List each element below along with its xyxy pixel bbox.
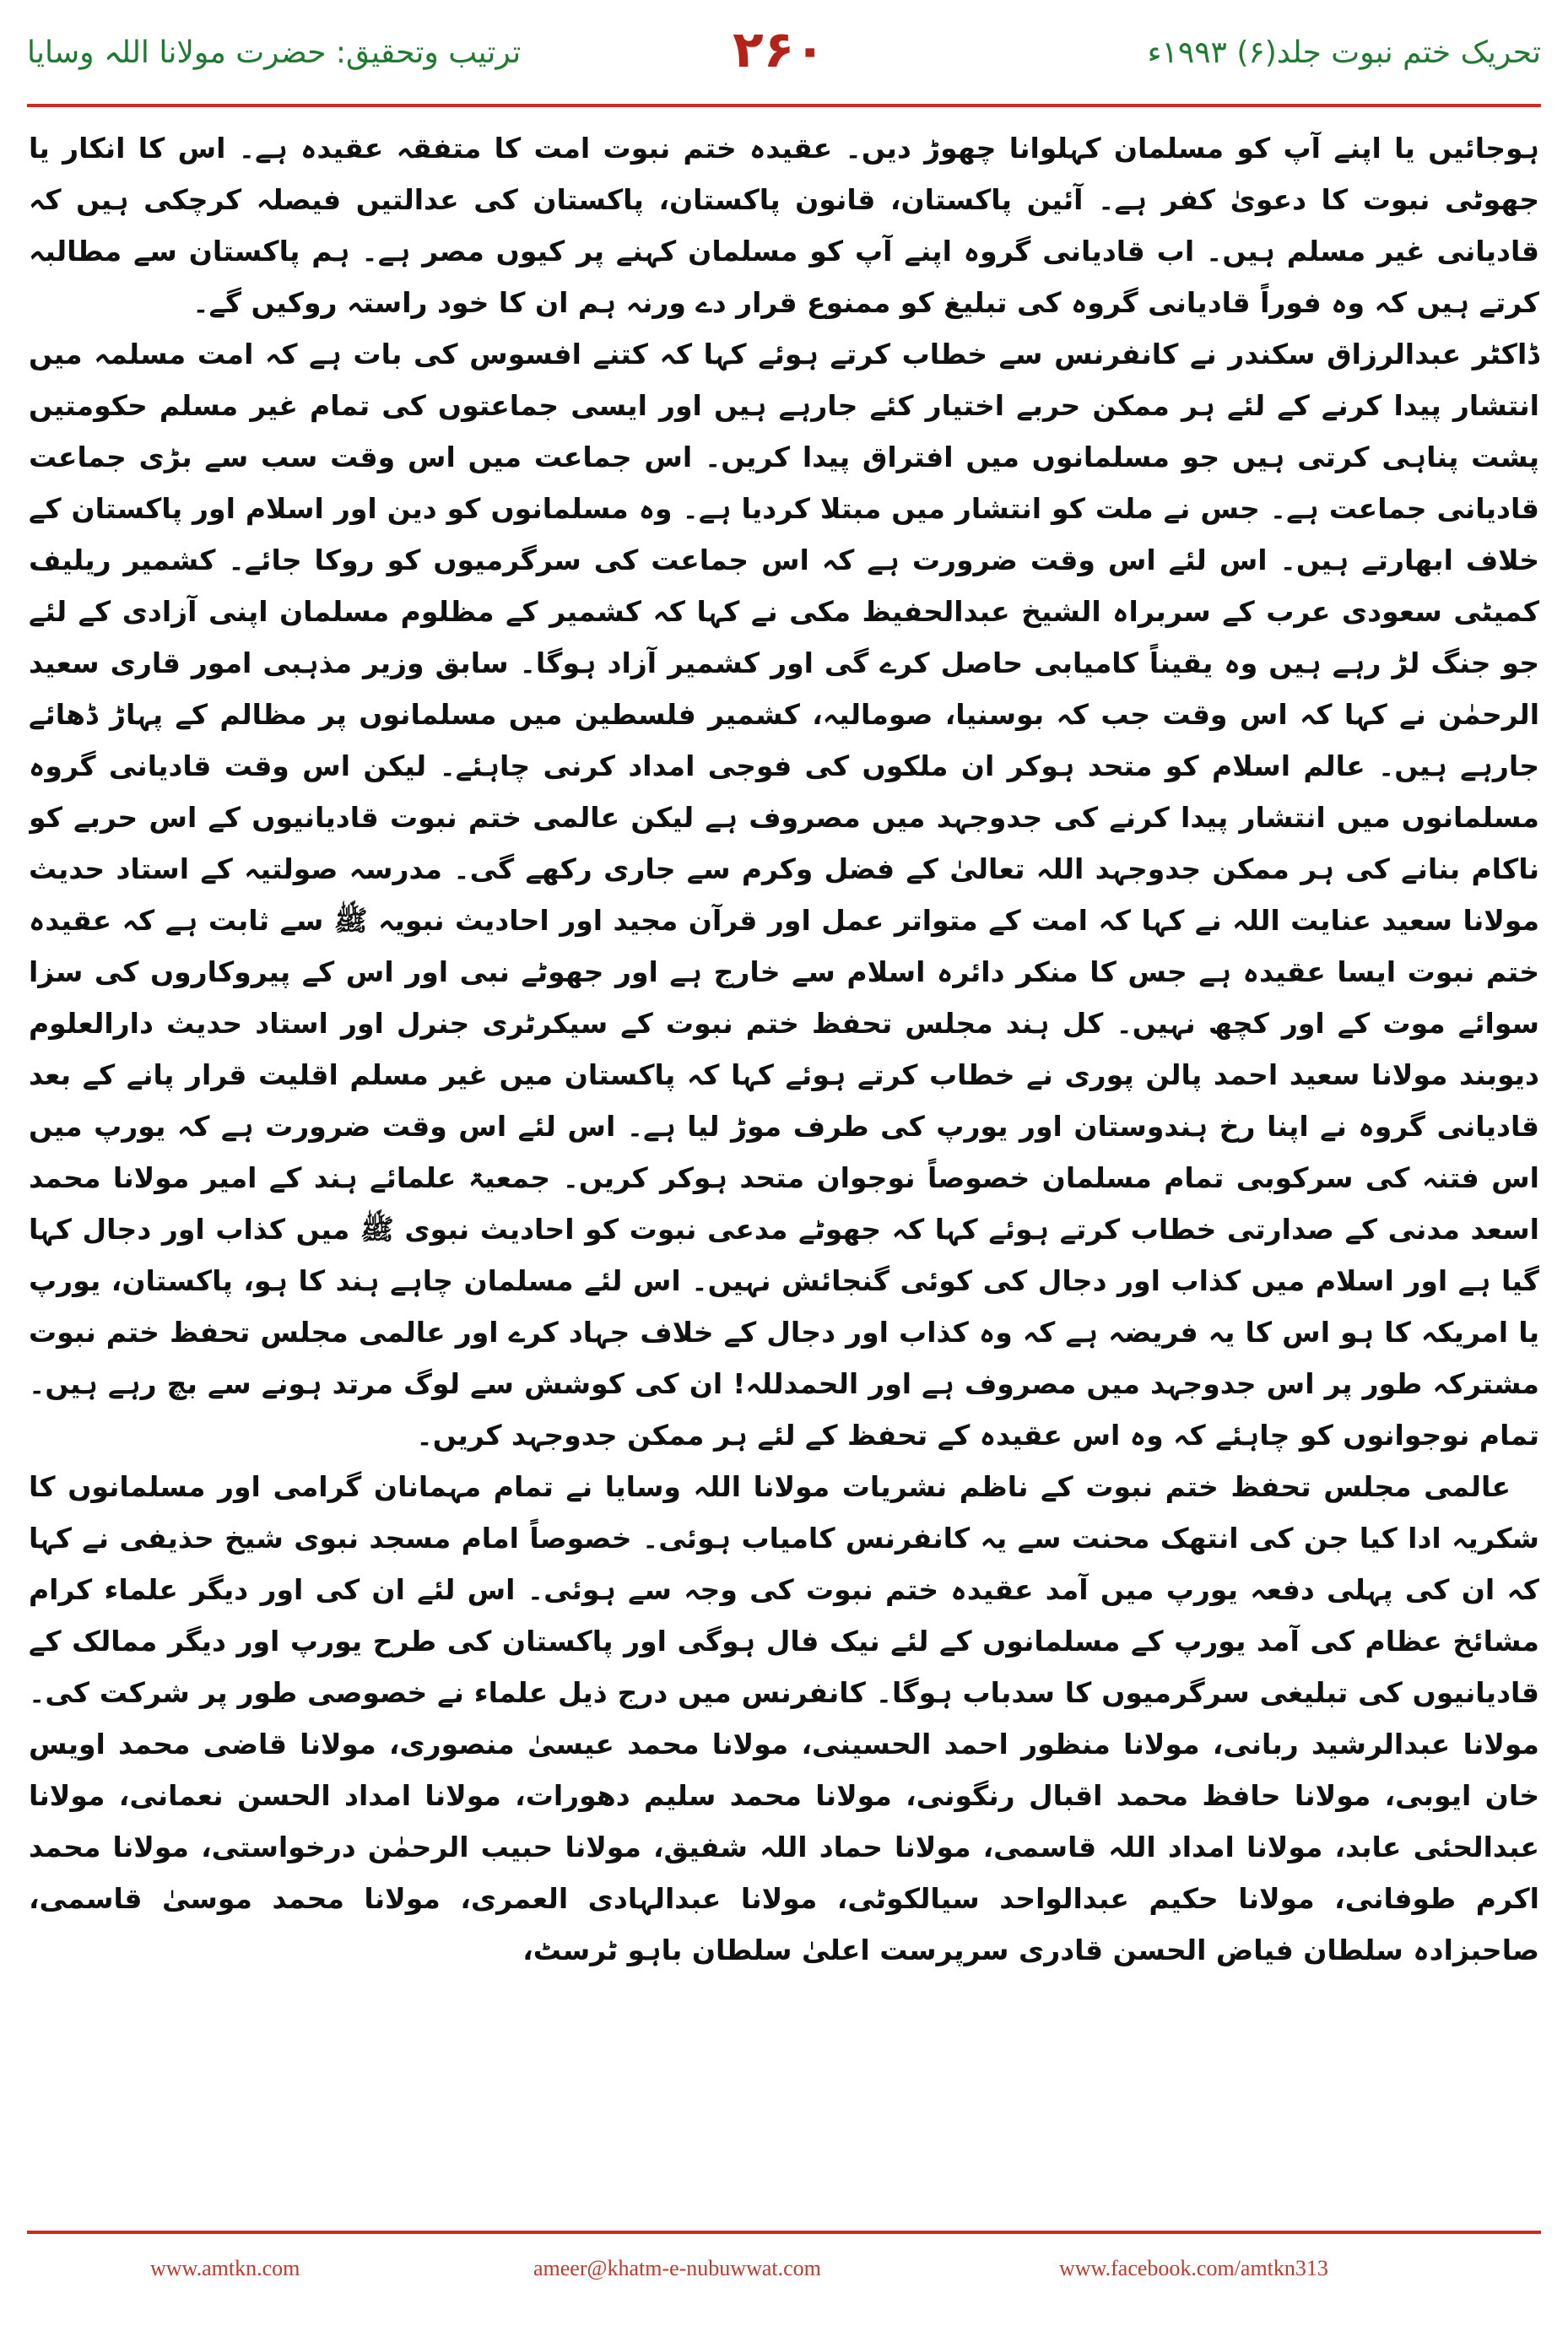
header-divider [27, 104, 1541, 107]
page-body [29, 122, 1539, 2207]
website-link[interactable]: www.amtkn.com [150, 2256, 300, 2280]
compiler-credit: ترتیب وتحقیق: حضرت مولانا اللہ وسایا [27, 35, 522, 70]
page-header [0, 0, 1568, 105]
email-link[interactable]: ameer@khatm-e-nubuwwat.com [533, 2256, 821, 2280]
paragraph: ہوجائیں یا اپنے آپ کو مسلمان کہلوانا چھوڑ دیں۔ عقیدہ ختم نبوت امت کا متفقہ عقیدہ ہے۔ اس کا انکار یا جھوٹی نبوت کا دعویٰ کفر ہے۔ آئین پاکستان، قانون پاکستان، پاکستان کی عدالتیں فیصلہ کرچکی ہیں کہ قادیانی غیر مسلم ہیں۔ اب قادیانی گروہ اپنے آپ کو مسلمان کہنے پر کیوں مصر ہے۔ ہم پاکستان سے مطالبہ کرتے ہیں کہ وہ فوراً قادیانی گروہ کی تبلیغ کو ممنوع قرار دے ورنہ ہم ان کا خود راستہ روکیں گے۔ [29, 132, 1539, 319]
paragraph: عالمی مجلس تحفظ ختم نبوت کے ناظم نشریات مولانا اللہ وسایا نے تمام مہمانان گرامی اور مسلمانوں کا شکریہ ادا کیا جن کی انتھک محنت سے یہ کانفرنس کامیاب ہوئی۔ خصوصاً امام مسجد نبوی شیخ حذیفی نے کہا کہ ان کی پہلی دفعہ یورپ میں آمد عقیدہ ختم نبوت کی وجہ سے ہوئی۔ اس لئے ان کی اور دیگر علماء کرام مشائخ عظام کی آمد یورپ کے مسلمانوں کے لئے نیک فال ہوگی اور پاکستان کی طرح یورپ اور دیگر ممالک کے قادیانیوں کی تبلیغی سرگرمیوں کا سدباب ہوگا۔ کانفرنس میں درج ذیل علماء نے خصوصی طور پر شرکت کی۔ مولانا عبدالرشید ربانی، مولانا منظور احمد الحسینی، مولانا محمد عیسیٰ منصوری، مولانا قاضی محمد اویس خان ایوبی، مولانا حافظ محمد اقبال رنگونی، مولانا محمد سلیم دھورات، مولانا امداد الحسن نعمانی، مولانا عبدالحئی عابد، مولانا امداد اللہ قاسمی، مولانا حماد اللہ شفیق، مولانا حبیب الرحمٰن درخواستی، مولانا محمد اکرم طوفانی، مولانا حکیم عبدالواحد سیالکوٹی، مولانا عبدالہادی العمری، مولانا محمد موسیٰ قاسمی، صاحبزادہ سلطان فیاض الحسن قادری سرپرست اعلیٰ سلطان باہو ٹرسٹ، [29, 1470, 1539, 1966]
page-footer [0, 2241, 1568, 2300]
footer-divider [27, 2231, 1541, 2234]
page-number: ۲۶۰ [733, 20, 825, 79]
book-title: تحریک ختم نبوت جلد(۶) ۱۹۹۳ء [1147, 35, 1541, 70]
facebook-link[interactable]: www.facebook.com/amtkn313 [1059, 2256, 1328, 2280]
paragraph: ڈاکٹر عبدالرزاق سکندر نے کانفرنس سے خطاب کرتے ہوئے کہا کہ کتنے افسوس کی بات ہے کہ امت مسلمہ میں انتشار پیدا کرنے کے لئے ہر ممکن حربے اختیار کئے جارہے ہیں اور ایسی جماعتوں کی تمام غیر مسلم حکومتیں پشت پناہی کرتی ہیں جو مسلمانوں میں افتراق پیدا کریں۔ اس جماعت میں اس وقت سب سے بڑی جماعت قادیانی جماعت ہے۔ جس نے ملت کو انتشار میں مبتلا کردیا ہے۔ وہ مسلمانوں کو دین اور اسلام اور پاکستان کے خلاف ابھارتے ہیں۔ اس لئے اس وقت ضرورت ہے کہ اس جماعت کی سرگرمیوں کو روکا جائے۔ کشمیر ریلیف کمیٹی سعودی عرب کے سربراہ الشیخ عبدالحفیظ مکی نے کہا کہ کشمیر کے مظلوم مسلمان اپنی آزادی کے لئے جو جنگ لڑ رہے ہیں وہ یقیناً کامیابی حاصل کرے گی اور کشمیر آزاد ہوگا۔ سابق وزیر مذہبی امور قاری سعید الرحمٰن نے کہا کہ اس وقت جب کہ بوسنیا، صومالیہ، کشمیر فلسطین میں مسلمانوں پر مظالم کے پہاڑ ڈھائے جارہے ہیں۔ عالم اسلام کو متحد ہوکر ان ملکوں کی فوجی امداد کرنی چاہئے۔ لیکن اس وقت قادیانی گروہ مسلمانوں میں انتشار پیدا کرنے کی جدوجہد میں مصروف ہے لیکن عالمی ختم نبوت قادیانیوں کے اس حربے کو ناکام بنانے کی ہر ممکن جدوجہد اللہ تعالیٰ کے فضل وکرم سے جاری رکھے گی۔ مدرسہ صولتیہ کے استاد حدیث مولانا سعید عنایت اللہ نے کہا کہ امت کے متواتر عمل اور قرآن مجید اور احادیث نبویہ ﷺ سے ثابت ہے کہ عقیدہ ختم نبوت ایسا عقیدہ ہے جس کا منکر دائرہ اسلام سے خارج ہے اور جھوٹے نبی اور اس کے پیروکاروں کی سزا سوائے موت کے اور کچھ نہیں۔ کل ہند مجلس تحفظ ختم نبوت کے سیکرٹری جنرل اور استاد حدیث دارالعلوم دیوبند مولانا سعید احمد پالن پوری نے خطاب کرتے ہوئے کہا کہ پاکستان میں غیر مسلم اقلیت قرار پانے کے بعد قادیانی گروہ نے اپنا رخ ہندوستان اور یورپ کی طرف موڑ لیا ہے۔ اس لئے اس وقت ضرورت ہے کہ یورپ میں اس فتنہ کی سرکوبی تمام مسلمان خصوصاً نوجوان متحد ہوکر کریں۔ جمعیۃ علمائے ہند کے امیر مولانا محمد اسعد مدنی کے صدارتی خطاب کرتے ہوئے کہا کہ جھوٹے مدعی نبوت کو احادیث نبوی ﷺ میں کذاب اور دجال کہا گیا ہے اور اسلام میں کذاب اور دجال کی کوئی گنجائش نہیں۔ اس لئے مسلمان چاہے ہند کا ہو، پاکستان، یورپ یا امریکہ کا ہو اس کا یہ فریضہ ہے کہ وہ کذاب اور دجال کے خلاف جہاد کرے اور عالمی مجلس تحفظ ختم نبوت مشترکہ طور پر اس جدوجہد میں مصروف ہے اور الحمدللہ! ان کی کوشش سے لوگ مرتد ہونے سے بچ رہے ہیں۔ تمام نوجوانوں کو چاہئے کہ وہ اس عقیدہ کے تحفظ کے لئے ہر ممکن جدوجہد کریں۔ [29, 338, 1539, 1452]
